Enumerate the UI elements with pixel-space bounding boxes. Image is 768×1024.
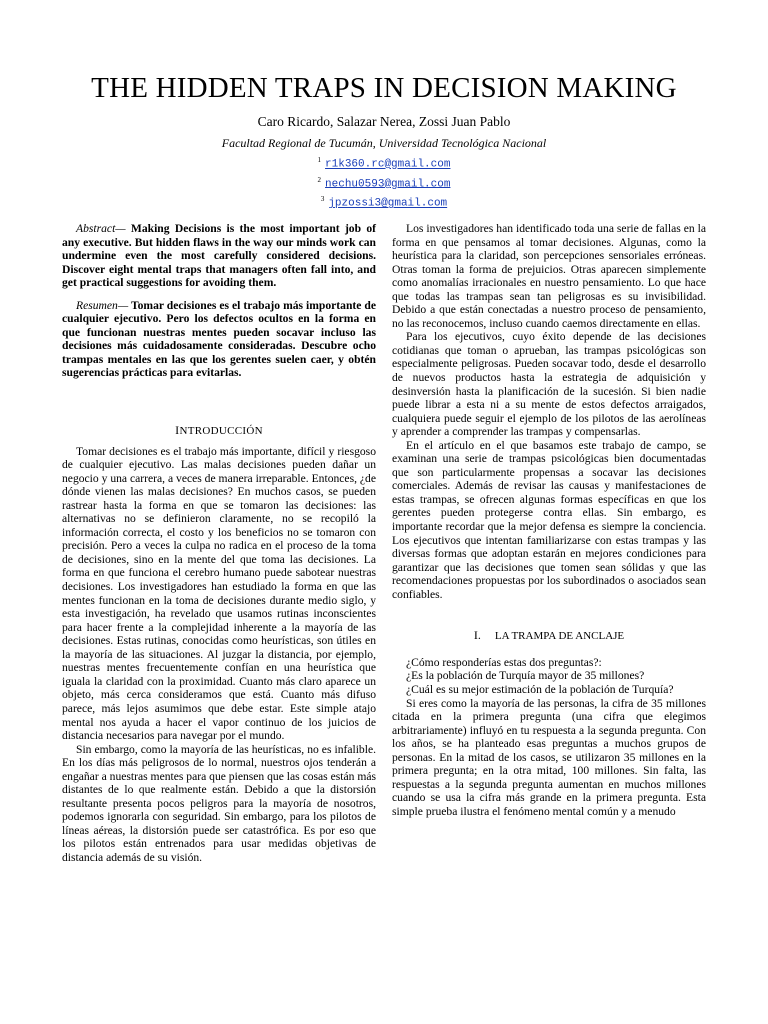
heading-rest: NTRODUCCIÓN bbox=[179, 425, 263, 438]
body-paragraph: Si eres como la mayoría de las personas, la cifra de 35 millones citada en la primera pregunta (una cifra que elegimos arbitrariamente) influyó en tu respuesta a la segunda pregunta. Con los años, se ha planteado esas preguntas a muchos grupos de personas. En la mitad de los casos, se utilizaron 35 millones en la primera pregunta; en la otra mitad, 100 millones. Sin falta, las respuestas a la segunda pregunta aumentan en muchos millones cuando se usa la cifra más grande en la primera pregunta. Esta simple prueba ilustra el fenómeno mental común y a menudo bbox=[392, 696, 706, 818]
email-link[interactable]: nechu0593@gmail.com bbox=[325, 178, 451, 191]
footnote-marker: 3 bbox=[320, 195, 325, 204]
footnote-marker: 2 bbox=[317, 175, 322, 184]
body-paragraph: Los investigadores han identificado toda una serie de fallas en la forma en que pensamos al tomar decisiones. Algunas, como la heurística para la claridad, son percepciones sensoriales erróneas. Otras toman la forma de prejuicios. Otras aparecen simplemente como anomalías irracionales en nuestro pensamiento. Lo que hace que todas las trampas sean tan peligrosas es su invisibilidad. Debido a que están conectadas a nuestro proceso de pensamiento, no las reconocemos, incluso cuando caemos directamente en ellas. bbox=[392, 222, 706, 330]
question-line: ¿Es la población de Turquía mayor de 35 millones? bbox=[406, 669, 645, 683]
body-paragraph: Para los ejecutivos, cuyo éxito depende de las decisiones cotidianas que toman o aprueban, las trampas psicológicas son especialmente peligrosas. Pueden socavar todo, desde el desarrollo de nuevos productos hasta la estrategia de adquisición y desinversión hasta la planificación de la sucesión. Si bien nadie puede librar a esta ni a su mente de estos defectos arraigados, cualquiera puede seguir el ejemplo de los pilotos de las aerolíneas y aprender a comprender las trampas y compensarlas. bbox=[392, 330, 706, 439]
footnote-marker: 1 bbox=[317, 156, 322, 164]
body-paragraph: En el artículo en el que basamos este trabajo de campo, se examinan una serie de trampas psicológicas bien documentadas que son particularmente propensas a socavar las decisiones comerciales. Además de revisar las causas y manifestaciones de estas trampas, se ofrecen algunas formas específicas en que los gerentes pueden protegerse contra ellas. Sin embargo, es importante recordar que la mejor defensa es siempre la conciencia. Los ejecutivos que intentan familiarizarse con estas trampas y las diversas formas que adoptan estarán en mejores condiciones para garantizar que las decisiones que tomen sean sólidas y que las recomendaciones propuestas por los subordinados o asociados sean confiables. bbox=[392, 438, 706, 601]
email-list bbox=[0, 153, 768, 212]
abstract-lead: Abstract— bbox=[76, 222, 126, 235]
abstract bbox=[62, 222, 376, 290]
left-column bbox=[62, 222, 376, 865]
section-number: I. bbox=[473, 628, 481, 643]
abstract-text: Making Decisions is the most important job of any executive. But hidden flaws in the way our minds work can undermine even the most carefully considered decisions. Discover eight mental traps that managers often fall into, and get practical suggestions for avoiding them. bbox=[62, 222, 376, 290]
heading-rest: A TRAMPA DE ANCLAJE bbox=[501, 630, 625, 643]
email-link[interactable]: jpzossi3@gmail.com bbox=[328, 197, 448, 210]
heading-initial: I bbox=[175, 423, 180, 438]
question-line: ¿Cuál es su mejor estimación de la población de Turquía? bbox=[406, 682, 674, 696]
resumen-lead: Resumen— bbox=[76, 298, 129, 312]
section-heading-anclaje bbox=[392, 629, 706, 644]
email-link[interactable]: r1k360.rc@gmail.com bbox=[325, 158, 451, 171]
heading-initial: L bbox=[494, 630, 502, 643]
author-list: Caro Ricardo, Salazar Nerea, Zossi Juan Pablo bbox=[257, 114, 511, 129]
affiliation: Facultad Regional de Tucumán, Universidad Tecnológica Nacional bbox=[221, 136, 547, 150]
intro-paragraph: Tomar decisiones es el trabajo más importante, difícil y riesgoso de cualquier ejecutivo. Las malas decisiones pueden dañar un negocio y una carrera, a veces de manera irreparable. Entonces, ¿de dónde vienen las malas decisiones? En muchos casos, se pueden rastrear hasta la forma en que se tomaron las decisiones: las alternativas no se definieron claramente, no se recopiló la información correcta, el costo y los beneficios no se tomaron con precisión. Pero a veces la culpa no radica en el proceso de la toma de decisiones, sino en la mente del que toma las decisiones. La forma en que funciona el cerebro humano puede sabotear nuestras decisiones. Los investigadores han estudiado la forma en que las mentes funcionan en la toma de decisiones durante medio siglo, y esta investigación, ha revelado que usamos rutinas inconscientes para hacer frente a la complejidad inherente a la mayoría de las decisiones. Estas rutinas, conocidas como heurísticas, son útiles en la mayoría de las situaciones. Al juzgar la distancia, por ejemplo, nuestras mentes frecuentemente confían en una heurística que iguala la claridad con la proximidad. Cuanto más claro aparece un objeto, más cerca consideramos que está. Cuanto más difuso parece, más lejos asumimos que debe estar. Este simple atajo mental nos ayuda a hacer el vapor continuo de los juicios de distancia necesarios para navegar por el mundo. bbox=[62, 444, 376, 743]
section-heading-introduccion bbox=[62, 424, 376, 439]
right-column bbox=[392, 222, 706, 818]
paper-title: THE HIDDEN TRAPS IN DECISION MAKING bbox=[91, 72, 677, 104]
resumen-text: Tomar decisiones es el trabajo más importante de cualquier ejecutivo. Pero los defectos ocultos en la forma en que funcionan nuestras mentes pueden socavar incluso las decisiones más cuidadosamente consideradas. Descubre ocho trampas mentales en las que los gerentes suelen caer, y obtén sugerencias prácticas para evitarlas. bbox=[62, 298, 376, 380]
intro-paragraph: Sin embargo, como la mayoría de las heurísticas, no es infalible. En los días más peligrosos de lo normal, nuestros ojos tenderán a engañar a nuestras mentes para que piensen que las cosas están más distantes de lo que realmente están. Debido a que la distorsión resultante presenta pocos peligros para la mayoría de nosotros, podemos ignorarla con seguridad. Sin embargo, para los pilotos de líneas aéreas, la distorsión puede ser catastrófica. Es por eso que los pilotos están entrenados para usar medidas objetivas de distancia además de su visión. bbox=[62, 742, 376, 864]
email-line bbox=[0, 153, 768, 173]
resumen bbox=[62, 299, 376, 380]
question-line: ¿Cómo responderías estas dos preguntas?: bbox=[406, 655, 602, 669]
email-line bbox=[0, 192, 768, 212]
email-line bbox=[0, 173, 768, 193]
